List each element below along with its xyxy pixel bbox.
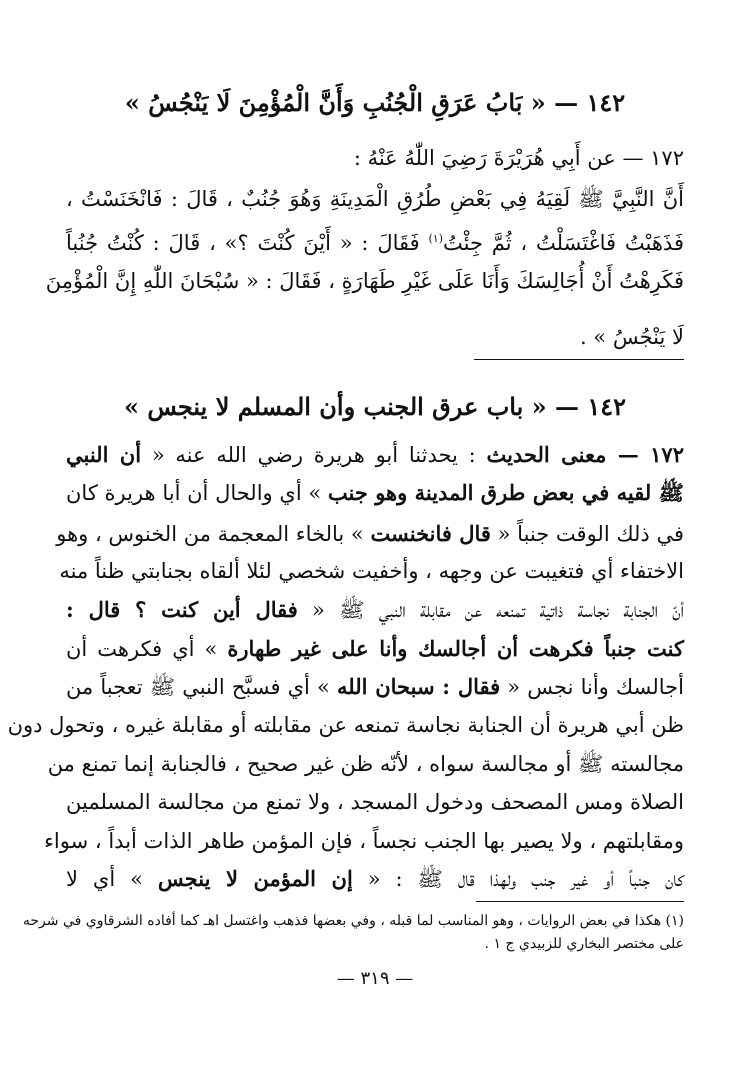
commentary-line [56,519,684,549]
commentary-quote: كنت جنباً فكرهت أن أجالسك وأنا على غير طهارة [227,636,684,661]
hadith-line: لَا يَنْجُسُ » . [579,325,684,349]
commentary-quote: فقال : سبحان الله [337,674,501,699]
commentary-quote: ﷺ لقيه في بعض طرق المدينة وهو جنب [327,480,684,505]
page-number: — ٣١٩ — [336,968,414,989]
commentary-line [66,478,684,508]
hadith-line-part: فَذَهَبْتُ فَاغْتَسَلْتُ ، ثُمَّ جِئْتُ [443,231,684,255]
hadith-intro-line: ١٧٢ — عن أَبِي هُرَيْرَةَ رَضِيَ اللّٰهُ عَنْهُ : [353,146,684,170]
hadith-line [66,224,684,258]
commentary-text: أجالسك وأنا نجس « [500,675,684,699]
commentary-quote: قال فانخنست [370,521,491,546]
commentary-quote: فقال أين كنت ؟ قال : [66,597,298,622]
commentary-text: : يحدثنا أبو هريرة رضي الله عنه « [141,443,487,467]
commentary-line [66,595,684,625]
section-divider [474,359,684,360]
commentary-text: في ذلك الوقت جنباً « [490,522,684,546]
commentary-line [66,672,684,702]
commentary-text: » أي لا [66,867,158,891]
commentary-text: مجالسته ﷺ أو مجالسة سواه ، لأنّه ظن غير صحيح ، فالجنابة إنما تمنع من [47,752,684,776]
hadith-line: أَنَّ النَّبِيَّ ﷺ لَقِيَهُ فِي بَعْضِ طُرُقِ الْمَدِينَةِ وَهُوَ جُنُبٌ ، قَالَ : فَانْخَنَسْتُ ، [66,187,684,211]
footnote-line: (١) هكذا في بعض الروايات ، وهو المناسب لما قبله ، وفي بعضها فذهب واغتسل اهـ كما أفاده الشرقاوي في شرحه [22,913,684,929]
footnote-divider [476,901,684,902]
commentary-text: الصلاة ومس المصحف ودخول المسجد ، ولا تمنع من مجالسة المسلمين [66,790,684,814]
commentary-line [47,749,684,779]
commentary-line [66,787,684,817]
commentary-text: » أي فسبَّح النبي ﷺ تعجباً من [66,675,338,699]
commentary-text: كان جنباً أو غير جنب ولهذا قال ﷺ : « [352,867,684,891]
commentary-text: الاختفاء أي فتغيبت عن وجهه ، وأخفيت شخصي لئلا ألقاه بجنابتي ظناً منه [59,559,684,583]
commentary-quote: أن النبي [66,442,142,467]
hadith-line-part: فَقَالَ : « أَيْنَ كُنْتَ ؟» ، قَالَ : كُنْتُ جُنُباً [66,231,420,255]
commentary-text: ومقابلتهم ، ولا يصير بها الجنب نجساً ، فإن المؤمن طاهر الذات أبداً ، سواء [44,829,684,853]
commentary-text: » بالخاء المعجمة من الخنوس ، وهو [56,522,371,546]
commentary-line [66,864,684,894]
footnote-ref: (١) [428,232,443,245]
commentary-text: ظن أبي هريرة أن الجنابة نجاسة تمنعه عن مقابلته أو مقابلة غيره ، وتحول دون [7,713,684,737]
footnote-line: على مختصر البخاري للزبيدي ج ١ . [484,936,684,952]
hadith-line: فَكَرِهْتُ أَنْ أُجَالِسَكَ وَأَنَا عَلَى غَيْرِ طَهَارَةٍ ، فَقَالَ : « سُبْحَانَ اللّٰهِ إِنَّ الْمُؤْمِنَ [45,269,684,293]
commentary-line [44,826,684,856]
commentary-quote: إن المؤمن لا ينجس [157,866,353,891]
commentary-text: » أي والحال أن أبا هريرة كان [66,481,328,505]
commentary-quote: ١٧٢ — معنى الحديث [486,442,684,467]
section-title-commentary: ١٤٢ — « باب عرق الجنب وأن المسلم لا ينجس » [123,392,627,421]
commentary-text: أنّ الجنابة نجاسة ذاتية تمنعه عن مقابلة النبي ﷺ « [297,598,685,622]
section-title-hadith: ١٤٢ — « بَابُ عَرَقِ الْجُنُبِ وَأَنَّ الْمُؤْمِنَ لَا يَنْجُسُ » [124,88,626,117]
commentary-line [66,440,684,470]
commentary-text: » أي فكرهت أن [66,637,228,661]
commentary-line [7,710,684,740]
commentary-line [59,556,684,586]
commentary-line [66,634,684,664]
